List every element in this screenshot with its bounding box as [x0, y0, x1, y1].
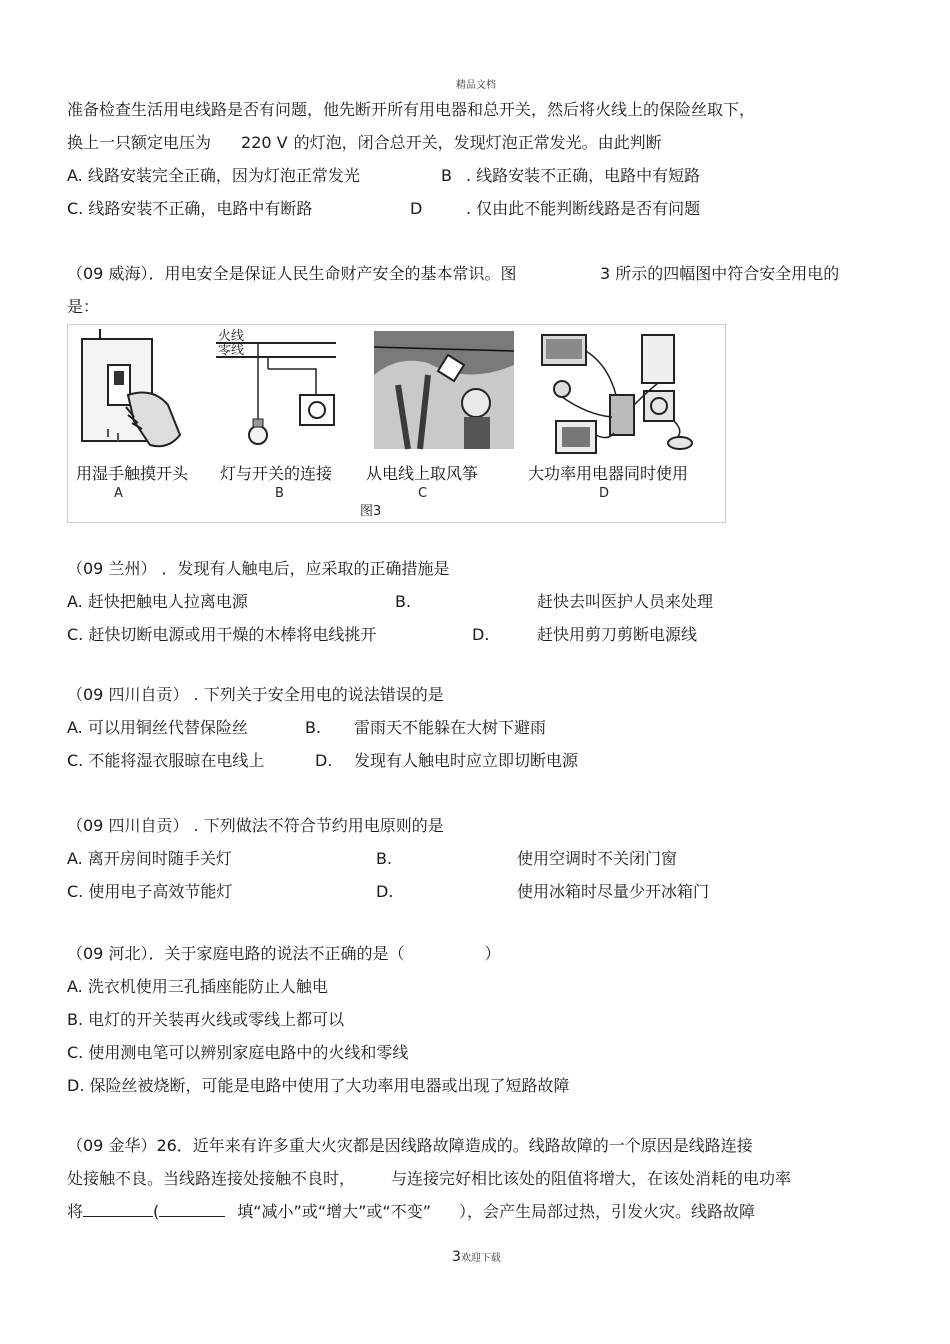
q3-option-d: 发现有人触电时应立即切断电源 [354, 751, 579, 770]
intro-option-d: . 仅由此不能判断线路是否有问题 [466, 199, 701, 218]
intro-option-c: C. 线路安装不正确，电路中有断路 [67, 199, 313, 218]
caption-d: 大功率用电器同时使用 [528, 464, 689, 483]
figure-3-svg [68, 325, 725, 522]
q5-option-d: D. 保险丝被烧断，可能是电路中使用了大功率用电器或出现了短路故障 [67, 1076, 570, 1095]
q2-stem: （09 兰州） ．发现有人触电后，应采取的正确措施是 [67, 559, 450, 578]
q1-stem-a: （09 威海）．用电安全是保证人民生命财产安全的基本常识。图 [67, 264, 517, 283]
intro-line-2-a: 换上一只额定电压为 [67, 133, 212, 152]
label-neutral-wire: 零线 [218, 343, 245, 358]
q4-option-b-key: B. [376, 849, 393, 868]
q4-option-a: A. 离开房间时随手关灯 [67, 849, 232, 868]
q6-answer-blank[interactable] [83, 1202, 153, 1217]
q2-option-a: A. 赶快把触电人拉离电源 [67, 592, 248, 611]
page-footer [452, 1246, 501, 1269]
q3-option-a: A. 可以用铜丝代替保险丝 [67, 718, 248, 737]
q3-stem: （09 四川自贡） . 下列关于安全用电的说法错误的是 [67, 685, 444, 704]
q4-option-b: 使用空调时不关闭门窗 [517, 849, 678, 868]
q6-line-3 [67, 1202, 755, 1222]
page-number: 3 [452, 1249, 461, 1265]
q3-option-b-key: B. [305, 718, 322, 737]
letter-b: B [275, 486, 284, 501]
intro-option-b-key: B [441, 166, 452, 185]
panel-b-illustration [216, 328, 336, 444]
q5-stem-a: （09 河北）．关于家庭电路的说法不正确的是（ [67, 944, 405, 963]
intro-line-2-c: 的灯泡，闭合总开关，发现灯泡正常发光。由此判断 [293, 133, 662, 152]
q3-option-b: 雷雨天不能躲在大树下避雨 [354, 718, 547, 737]
q6-line-3-a: 将 [67, 1202, 84, 1221]
q2-option-c: C. 赶快切断电源或用干燥的木棒将电线挑开 [67, 625, 377, 644]
letter-a: A [114, 486, 123, 501]
q1-stem-b: 3 所示的四幅图中符合安全用电的 [600, 264, 840, 283]
panel-d-illustration [542, 335, 692, 453]
panel-a-illustration [82, 329, 180, 446]
intro-voltage: 220 V [241, 133, 288, 152]
q4-option-d-key: D. [376, 882, 394, 901]
letter-c: C [418, 486, 428, 501]
footer-text: 欢迎下载 [460, 1253, 501, 1264]
q2-option-d: 赶快用剪刀剪断电源线 [537, 625, 698, 644]
caption-b: 灯与开关的连接 [220, 464, 333, 483]
q3-option-d-key: D. [315, 751, 333, 770]
intro-option-b: . 线路安装不正确，电路中有短路 [466, 166, 701, 185]
q2-option-d-key: D. [472, 625, 490, 644]
q3-option-c: C. 不能将湿衣服晾在电线上 [67, 751, 265, 770]
caption-a: 用湿手触摸开头 [76, 464, 189, 483]
q5-stem [67, 944, 500, 964]
q6-line-2 [67, 1169, 791, 1189]
letter-d: D [599, 486, 610, 501]
q4-option-d: 使用冰箱时尽量少开冰箱门 [517, 882, 710, 901]
q4-option-c: C. 使用电子高效节能灯 [67, 882, 233, 901]
page-header: 精品文档 [456, 80, 496, 91]
intro-line-1: 准备检查生活用电线路是否有问题，他先断开所有用电器和总开关，然后将火线上的保险丝取下， [67, 100, 756, 119]
q5-option-a: A. 洗衣机使用三孔插座能防止人触电 [67, 977, 328, 996]
q1-stem-c: 是： [67, 297, 100, 316]
q6-line-3-c: 填“减小”或“增大”或“不变” [237, 1202, 432, 1221]
q5-stem-b: ） [484, 944, 501, 963]
label-live-wire: 火线 [218, 329, 245, 344]
q6-line-2-a: 处接触不良。当线路连接处接触不良时， [67, 1169, 356, 1188]
q5-option-c: C. 使用测电笔可以辨别家庭电路中的火线和零线 [67, 1043, 409, 1062]
q6-answer-blank-2[interactable] [159, 1202, 225, 1217]
q6-line-1: （09 金华）26．近年来有许多重大火灾都是因线路故障造成的。线路故障的一个原因是线路连接 [67, 1136, 753, 1155]
intro-option-d-key: D [410, 199, 423, 218]
figure-title: 图3 [360, 504, 382, 519]
q6-line-3-d: ），会产生局部过热，引发火灾。线路故障 [459, 1202, 756, 1221]
q2-option-b: 赶快去叫医护人员来处理 [537, 592, 714, 611]
panel-c-illustration [374, 331, 514, 449]
q4-stem: （09 四川自贡） . 下列做法不符合节约用电原则的是 [67, 816, 444, 835]
q2-option-b-key: B. [395, 592, 412, 611]
figure-3 [67, 324, 726, 523]
q5-option-b: B. 电灯的开关装再火线或零线上都可以 [67, 1010, 345, 1029]
caption-c: 从电线上取风筝 [366, 464, 479, 483]
q6-line-3-b: ( [153, 1202, 160, 1221]
q6-line-2-b: 与连接完好相比该处的阻值将增大，在该处消耗的电功率 [391, 1169, 792, 1188]
intro-line-2 [67, 133, 662, 153]
intro-option-a: A. 线路安装完全正确，因为灯泡正常发光 [67, 166, 360, 185]
